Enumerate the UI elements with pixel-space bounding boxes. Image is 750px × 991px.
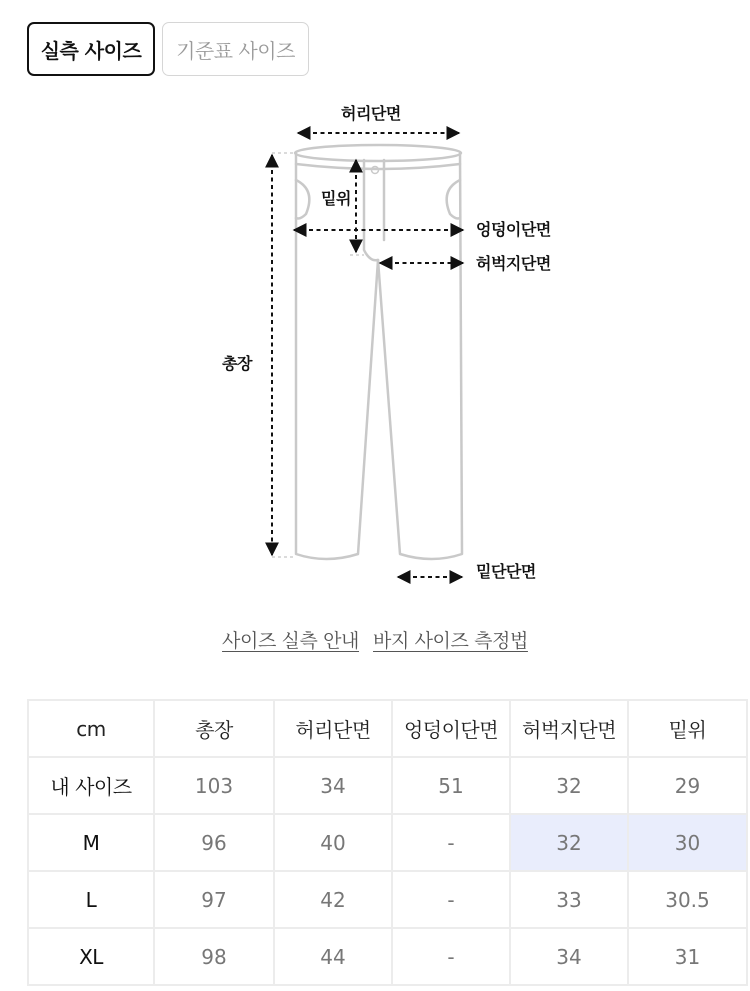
table-cell: 96 (154, 814, 274, 871)
table-row-l (28, 871, 747, 928)
table-cell: 33 (510, 871, 628, 928)
waist-header: 허리단면 (274, 700, 392, 757)
table-cell: - (392, 871, 510, 928)
hip-header: 엉덩이단면 (392, 700, 510, 757)
rise-label: 밑위 (321, 189, 351, 208)
table-cell: 34 (510, 928, 628, 985)
table-cell-highlighted: 30 (628, 814, 747, 871)
table-cell: 29 (628, 757, 747, 814)
thigh-label: 허벅지단면 (476, 254, 551, 273)
table-cell: - (392, 928, 510, 985)
table-row-my-size (28, 757, 747, 814)
waist-label: 허리단면 (341, 104, 401, 123)
unit-header: cm (28, 700, 154, 757)
table-header-row (28, 700, 747, 757)
length-label: 총장 (222, 354, 252, 373)
size-table (27, 699, 748, 986)
table-cell: 31 (628, 928, 747, 985)
rise-header: 밑위 (628, 700, 747, 757)
table-cell: 32 (510, 757, 628, 814)
row-label: XL (28, 928, 154, 985)
table-cell: 44 (274, 928, 392, 985)
table-cell: 103 (154, 757, 274, 814)
table-cell: 30.5 (628, 871, 747, 928)
table-cell: - (392, 814, 510, 871)
size-guide-link[interactable]: 사이즈 실측 안내 (222, 630, 360, 652)
pants-measure-guide-link[interactable]: 바지 사이즈 측정법 (373, 630, 528, 652)
table-cell: 40 (274, 814, 392, 871)
tab-actual-size[interactable]: 실측 사이즈 (27, 22, 155, 76)
pants-illustration (0, 90, 750, 600)
hem-label: 밑단단면 (476, 562, 536, 581)
thigh-header: 허벅지단면 (510, 700, 628, 757)
table-cell: 97 (154, 871, 274, 928)
row-label: 내 사이즈 (28, 757, 154, 814)
tab-standard-size[interactable]: 기준표 사이즈 (162, 22, 309, 76)
table-cell: 98 (154, 928, 274, 985)
table-cell-highlighted: 32 (510, 814, 628, 871)
guide-links (0, 626, 750, 653)
table-row-m (28, 814, 747, 871)
row-label: M (28, 814, 154, 871)
hip-label: 엉덩이단면 (476, 220, 551, 239)
table-cell: 51 (392, 757, 510, 814)
length-header: 총장 (154, 700, 274, 757)
table-cell: 42 (274, 871, 392, 928)
row-label: L (28, 871, 154, 928)
table-cell: 34 (274, 757, 392, 814)
table-row-xl (28, 928, 747, 985)
pants-measurement-diagram (0, 90, 750, 600)
